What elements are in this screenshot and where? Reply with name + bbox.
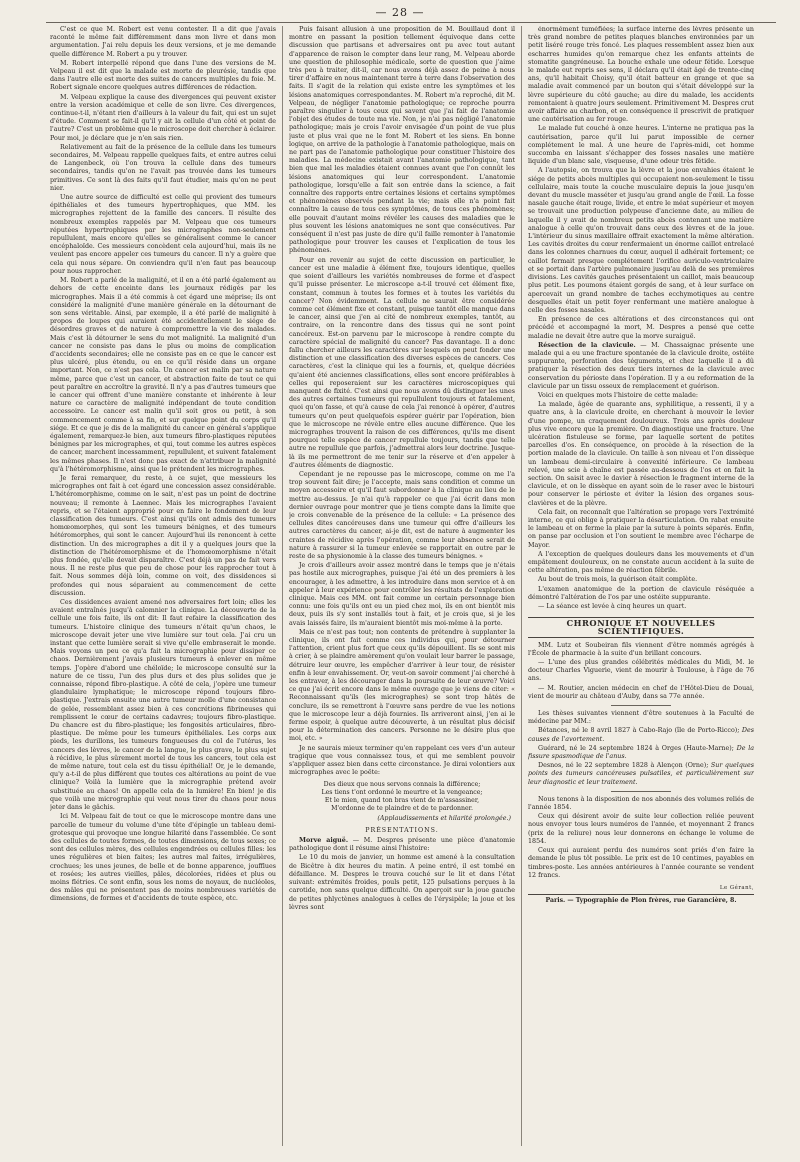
paragraph: Je crois d'ailleurs avoir assez montré dans le temps que je n'étais pas hostile aux micrographes, puisque j'ai été un des premiers à les encourager, à les admettre, à les introduire dans mon service et à en appeler à leur expérience pour contrôler les résultats de l'exploration clinique. Mais ces MM. ont fait comme un certain personnage bien connu: une fois qu'ils ont eu un pied chez moi, ils en ont bientôt mis deux, puis ils s'y sont installés tout à fait, et je crois que, si je les avais laissés faire, ils m'auraient bientôt mis moi-même à la porte. bbox=[289, 562, 515, 627]
imprint-rule bbox=[528, 894, 754, 895]
paragraph bbox=[289, 837, 515, 853]
paragraph: Les thèses suivantes viennent d'être soutenues à la Faculté de médecine par MM.: bbox=[528, 710, 754, 726]
paragraph: Une autre source de difficulté est celle qui provient des tumeurs épithéliales et des tumeurs hypertrophiques, que MM. les micrographes rejettent de la famille des cancers. Il résulte des nombreux exemples rappelés par M. Velpeau que ces tumeurs réputées hypertrophiques par les micrographes non-seulement repullulent, mais encore qu'elles se généralisent comme le cancer encéphaloïde. Ces messieurs concèdent cela aujourd'hui, mais ils ne veulent pas encore appeler ces tumeurs du cancer. Il n'y a guère que cela qui nous sépare. On conviendra qu'il n'en faut pas beaucoup pour nous rapprocher. bbox=[50, 194, 276, 275]
thesis-title: De la fissure spasmodique de l'anus. bbox=[528, 744, 754, 761]
paragraph: M. Velpeau explique la cause des divergences qui peuvent exister entre la version académique et celle de son livre. Ces divergences, continue-t-il, n'étant rien d'ailleurs à la valeur du fait, qui est un sujet d'étude. Comment se fait-il qu'il y ait la cellule d'un côté et point de l'autre? C'est un problème que le microscope doit chercher à éclairer. Pour moi, je déclare que je n'en sais rien. bbox=[50, 93, 276, 142]
verse-line: Des dieux que nous servons connais la différence; bbox=[323, 781, 481, 789]
thesis-title: Des causes de l'avortement. bbox=[528, 727, 754, 743]
imprint: Paris. — Typographie de Plon frères, rue Garancière, 8. bbox=[545, 897, 737, 905]
paragraph: M. Robert interpellé répond que dans l'une des versions de M. Velpeau il est dit que la malade est morte de pleurésie, tandis que dans l'autre elle est morte des suites de cancers multiples du foie. M. Robert signale encore quelques autres différences de rédaction. bbox=[50, 59, 276, 92]
column-left bbox=[50, 26, 276, 1146]
applause-note: (Applaudissements et hilarité prolongée.) bbox=[377, 814, 511, 822]
divider bbox=[611, 791, 671, 792]
section-rule bbox=[528, 637, 754, 638]
paragraph: Ceux qui auraient perdu des numéros sont priés d'en faire la demande le plus tôt possible. Le prix est de 10 centimes, payables en timbres-poste. Les années antérieures à l'année courante se vendent 12 francs. bbox=[528, 847, 754, 879]
paragraph: énormément tuméfiées; la surface interne des lèvres présente un très grand nombre de petites plaques blanches environnées par un petit liséré rouge très foncé. Les plaques ressemblent assez bien aux escharres humides qu'on remarque chez les enfants atteints de stomatite gangréneuse. La bouche exhale une odeur fétide. Lorsque le malade eut repris ses sens, il déclara qu'il était âgé de trente-cinq ans, qu'il habitait Choisy, qu'il était batteur en grange et que sa maladie avait commencé par un bouton qui s'était développé sur la lèvre supérieure du côté gauche; au dire du malade, les accidents remontaient à quatre jours seulement. Primitivement M. Despres crut avoir affaire au charbon, et en conséquence il prescrivit de pratiquer une cautérisation au fer rouge. bbox=[528, 26, 754, 124]
paragraph: Pour en revenir au sujet de cette discussion en particulier, le cancer est une maladie à élément fixe, toujours identique, quelles que soient d'ailleurs les variétés nombreuses de forme et d'aspect qu'il puisse présenter. Le microscope a-t-il trouvé cet élément fixe, constant, commun à toutes les formes et à toutes les variétés du cancer? Non évidemment. La cellule ne saurait être considérée comme cet élément fixe et constant, puisque tantôt elle manque dans le cancer, ainsi que j'en ai cité de nombreux exemples, tantôt, au contraire, on la rencontre dans des tissus qui ne sont point cancéreux. Est-on parvenu par le microscope à rendre compte du caractère spécial de malignité du cancer? Pas davantage. Il a donc fallu chercher ailleurs les caractères sur lesquels on peut fonder une distinction et une classification des diverses espèces de cancers. Ces caractères, c'est la clinique qui les a fournis, et, quelque décriées qu'aient été anciennes classifications, elles sont encore préférables à celles qui reposeraient sur les caractères microscopiques qui manquent de fixité. C'est ainsi que nous avons dû distinguer les unes des autres certaines tumeurs qui repullulent toujours et fatalement, quoi qu'on fasse, et qu'à cause de cela j'ai renoncé à opérer, d'autres tumeurs qu'on peut quelquefois espérer guérir par l'opération, bien que le microscope ne révèle entre elles aucune différence. Que les micrographes trouvent la raison de ces différences, qu'ils me disent pourquoi telle espèce de cancer repullule toujours, tandis que telle autre ne repullule que parfois, j'admettrai alors leur doctrine. Jusque-là ils me permettront de me tenir sur la réserve et d'en appeler à d'autres éléments de diagnostic. bbox=[289, 256, 515, 469]
paragraph: A l'exception de quelques douleurs dans les mouvements et d'un empâtement douloureux, on ne constate aucun accident à la suite de cette altération, pas même de réaction fébrile. bbox=[528, 550, 754, 575]
thesis-entry bbox=[528, 727, 754, 743]
paragraph bbox=[528, 342, 754, 391]
thesis-entry bbox=[528, 745, 754, 761]
paragraph: La malade, âgée de quarante ans, syphilitique, a ressenti, il y a quatre ans, à la clavicule droite, en cherchant à mouvoir le levier d'une pompe, un craquement douloureux. Trois ans après douleur plus vive encore que la première. On diagnostique une fracture. Une ulcération fistuleuse se forme, par laquelle sortent de petites parcelles d'os. En conséquence, on procède à la résection de la portion malade de la clavicule. On taille à son niveau et l'on dissèque un lambeau demi-circulaire à convexité inférieure. Ce lambeau relevé, une scie à chaîne est passée au-dessous de l'os et on fait la section. On saisit avec le davier à résection le fragment interne de la clavicule, et on le dissèque en ayant soin de le raser avec le bistouri pour conserver le périoste et éviter la lésion des organes sous-clavières et de la plèvre. bbox=[528, 401, 754, 507]
signature: Le Gérant, bbox=[719, 884, 754, 891]
paragraph: Je ferai remarquer, du reste, à ce sujet, que messieurs les micrographes ont fait à cet égard une concession assez considérable. L'hétéromorphisme, comme on le sait, n'est pas un point de doctrine nouveau; il remonte à Laennec. Mais les micrographes l'avaient repris, et se l'étaient approprié pour en faire le fondement de leur classification des tumeurs. C'est ainsi qu'ils ont admis des tumeurs homœomorphes, qui sont les tumeurs bénignes, et des tumeurs hétéromorphes, qui sont le cancer. Aujourd'hui ils renoncent à cette distinction. Un des micrographes a dit il y a quelques jours que la distinction de l'hétéromorphisme et de l'homœomorphisme n'était plus fondée, qu'elle devait disparaître. C'est déjà un pas de fait vers nous. Il ne reste plus que peu de chose pour les rapprocher tout à fait. Nous sommes déjà loin, comme on voit, des dissidences si profondes qui nous séparaient au commencement de cette discussion. bbox=[50, 474, 276, 597]
thesis-author: Desnos, né le 22 septembre 1828 à Alençon (Orne); bbox=[538, 762, 711, 770]
column-separator bbox=[521, 26, 522, 1146]
thesis-entry bbox=[528, 762, 754, 787]
thesis-title: Sur quelques points des tumeurs cancéreuses pulsatiles, et particulièrement sur leur diagnostic et leur traitement. bbox=[528, 762, 754, 786]
thesis-author: Bétances, né le 8 avril 1827 à Cabo-Rajo (île de Porto-Ricco); bbox=[538, 727, 742, 735]
verse-line: Et le mien, quand ton bras vient de m'assassiner, bbox=[324, 797, 480, 805]
paragraph: — L'une des plus grandes célébrités médicales du Midi, M. le docteur Charles Viguerie, vient de mourir à Toulouse, à l'âge de 76 ans. bbox=[528, 659, 754, 683]
paragraph: Le 10 du mois de janvier, un homme est amené à la consultation de Bicêtre à dix heures du matin. A peine entré, il est tombé en défaillance. M. Despres le trouva couché sur le lit et dans l'état suivant: extrémités froides, pouls petit, 125 pulsations perçues à la carotide, non sans quelque difficulté. On aperçoit sur la joue gauche de petites phlyctènes analogues à celles de l'érysipèle; la joue et les lèvres sont bbox=[289, 854, 515, 911]
paragraph: Au bout de trois mois, la guérison était complète. bbox=[538, 576, 698, 584]
paragraph: Ici M. Velpeau fait de tout ce que le microscope montre dans une parcelle de tumeur du volume d'une tête d'épingle un tableau demi-grotesque qui provoque une longue hilarité dans l'assemblée. Ce sont des cellules de toutes formes, de toutes dimensions, de tous sexes; ce sont des cellules mères, des cellules engendrées ou cellules filles: les unes régulières et bien faites; les autres mal faites, irrégulières, crochues; les unes jeunes, de belle et de bonne apparence, joufflues et rosées; les autres vieilles, pâles, décolorées, ridées et plus ou moins flétries. Ce sont enfin, sous les noms de noyaux, de nucléoles, des mâles qui ne présentent pas de moins nombreuses variétés de dimensions, de formes et d'accidents de toute espèce, etc. bbox=[50, 813, 276, 903]
paragraph: Nous tenons à la disposition de nos abonnés des volumes reliés de l'année 1854. bbox=[528, 795, 754, 812]
verse-line: Les tiens t'ont ordonné le meurtre et la vengeance; bbox=[321, 789, 483, 797]
paragraph: Mais ce n'est pas tout; non contents de prétendre à supplanter la clinique, ils ont fait comme ces individus qui, pour détourner l'attention, crient plus fort que ceux qu'ils dépouillent. Ils se sont mis à crier, à se plaindre amèrement qu'on voulait leur barrer le passage, détruire leur œuvre, les empêcher d'arriver à leur tour, de résister enfin à leur envahissement. Or, veut-on savoir comment j'ai cherché à les entraver, à les décourager dans la poursuite de leur œuvre? Voici ce que j'ai écrit encore dans le même ouvrage que je viens de citer: « Reconnaissant qu'ils (les micrographes) se sont trop hâtés de conclure, ils se remettront à l'œuvre sans perdre de vue les notions que le microscope leur a déjà fournies. Ils arriveront ainsi, j'en ai le ferme espoir, à quelque autre découverte, à un résultat plus décisif pour la détermination des cancers. Personne ne le désire plus que moi, etc. » bbox=[289, 628, 515, 743]
paragraph: Cependant je ne repousse pas le microscope, comme on me l'a trop souvent fait dire; je l'accepte, mais sans condition et comme un moyen accessoire et qu'il faut subordonner à la clinique au lieu de le mettre au-dessus. Je n'ai qu'à rappeler ce que j'ai écrit dans mon dernier ouvrage pour montrer que je tiens compte dans la limite que je crois convenable de la présence de la cellule: « La présence des cellules dites cancéreuses dans une tumeur qui offre d'ailleurs les autres caractères du cancer, ai-je dit, est de nature à augmenter les craintes de récidive après l'opération, comme leur absence serait de nature à rassurer si la tumeur enlevée se rapportait en outre par le reste de sa physionomie à la classe des tumeurs bénignes. » bbox=[289, 470, 515, 560]
paragraph: Voici en quelques mots l'histoire de cette malade: bbox=[538, 391, 698, 399]
paragraph: L'examen anatomique de la portion de clavicule réséquée a démontré l'altération de l'os par une ostéite suppurante. bbox=[528, 585, 754, 601]
paragraph: M. Robert a parlé de la malignité, et il en a été parlé également au dehors de cette enceinte dans les journaux rédigés par les micrographes. Mais il a été commis à cet égard une méprise; ils ont considéré la malignité d'une manière générale en la détournant de son sens véritable. Ainsi, par exemple, il a été parlé de malignité à propos de loupes qui auraient été accidentellement le siége de désordres graves et de nature à compromettre la vie des malades. Mais c'est là détourner le sens du mot malignité. La malignité d'un cancer ne consiste pas dans le plus ou moins de complication d'accidents secondaires; elle ne consiste pas en ce que le cancer est plus ulcéré, plus étendu, ou en ce qu'il réside dans un organe important. Non, ce n'est pas cela. Un cancer est malin par sa nature même, parce que c'est un cancer, et abstraction faite de tout ce qui peut paraître en accroître la gravité. Il n'y a pas d'autres tumeurs que le cancer qui offrent d'une manière constante et inhérente à leur nature ce caractère de malignité indépendant de toute condition accessoire. Le cancer est malin qu'il soit gros ou petit, à son commencement comme à sa fin, et sur quelque point du corps qu'il siége. Et ce que je dis de la malignité du cancer en général s'applique également, remarquez-le bien, aux tumeurs fibro-plastiques réputées bénignes par les micrographes, et qui, tout comme les autres espèces de cancer, marchent incessamment, repullulent, et suivent fatalement les mêmes phases. Il n'est donc pas exact de n'attribuer la malignité qu'à l'hétéromorphisme, ainsi que le prétendent les micrographes. bbox=[50, 277, 276, 473]
paragraph: C'est ce que M. Robert est venu contester. Il a dit que j'avais raconté le même fait différemment dans mon livre et dans mon argumentation. J'ai relu depuis les deux versions, et je me demande quelle différence M. Robert a pu y trouver. bbox=[50, 26, 276, 58]
paragraph: Ces dissidences avaient amené nos adversaires fort loin; elles les avaient entraînés jusqu'à calomnier la clinique. La découverte de la cellule une fois faite, ils ont dit: Il faut refaire la classification des tumeurs. L'histoire clinique des tumeurs n'était qu'un chaos, le microscope devait jeter une vive lumière sur tout cela. J'ai cru un instant que cette lumière serait si vive qu'elle embraserait le monde. Mais voyons un peu ce qu'a fait la micrographie pour dissiper ce chaos. Dernièrement j'avais plusieurs tumeurs à enlever en même temps. J'opère d'abord une chéloïde; le microscope consulté sur la nature de ce tissu, l'un des plus durs et des plus solides que je connaisse, répond fibro-plastique. A côté de cela, j'opère une tumeur glandulaire lymphatique; le microscope répond toujours fibro-plastique. J'extrais ensuite une autre tumeur molle d'une consistance de gelée, ressemblant assez bien à ces concrétions fibrineuses qui remplissent le cœur de certains cadavres; toujours fibro-plastique. Du chancre est du fibro-plastique; les fongosités articulaires, fibro-plastique. De même pour les tumeurs épithéliales. Les corps aux pieds, les durillons, les tumeurs fongueuses du col de l'utérus, les cancers des lèvres, le cancer de la langue, le plus grave, le plus sujet à récidive, le plus sûrement mortel de tous les cancers, tout cela est de même nature, tout cela est du tissu épithélial! Or, je le demande, qu'y a-t-il de plus différent que toutes ces altérations au point de vue clinique? Voilà la lumière que la micrographie prétend avoir substituée au chaos! On appelle cela de la lumière! En bien! je dis que voilà une micrographie qui veut nous tirer du chaos pour nous jeter dans le gâchis. bbox=[50, 599, 276, 812]
paragraph: Ceux qui désirent avoir de suite leur collection reliée peuvent nous envoyer tous leurs numéros de l'année, et moyennant 2 francs (prix de la reliure) nous leur donnerons en échange le volume de 1854. bbox=[528, 813, 754, 845]
paragraph: Je ne saurais mieux terminer qu'en rappelant ces vers d'un auteur tragique que vous connaissez tous, et qui me semblent pouvoir s'appliquer assez bien dans cette circonstance. Je dirai volontiers aux micrographes avec le poëte: bbox=[289, 744, 515, 777]
verse-quote bbox=[289, 781, 515, 812]
subheading: Résection de la clavicule. bbox=[538, 341, 636, 349]
paragraph: MM. Lutz et Soubeiran fils viennent d'être nommés agrégés à l'École de pharmacie à la suite d'un brillant concours. bbox=[528, 641, 754, 657]
header-rule bbox=[46, 22, 776, 23]
paragraph: Le malade fut couché à onze heures. L'interne ne pratiqua pas la cautérisation, parce qu'il lui parut impossible de cerner complétement le mal. A une heure de l'après-midi, cet homme succomba en laissant s'échapper des fosses nasales une matière liquide d'un blanc sale, visqueuse, d'une odeur très fétide. bbox=[528, 125, 754, 166]
section-title-chronicle: CHRONIQUE ET NOUVELLES SCIENTIFIQUES. bbox=[566, 618, 716, 637]
page-number: — 28 — bbox=[375, 6, 425, 19]
paragraph: Relativement au fait de la présence de la cellule dans les tumeurs secondaires, M. Velpeau rappelle quelques faits, et entre autres celui de Langenbeck, où l'on trouva la cellule dans des tumeurs secondaires, tandis qu'on ne l'avait pas trouvée dans les tumeurs primitives. Ce sont là des faits qu'il faut étudier, mais qu'on ne peut nier. bbox=[50, 143, 276, 192]
paragraph: Cela fait, on reconnaît que l'altération se propage vers l'extrémité interne, ce qui oblige à pratiquer la désarticulation. On rabat ensuite le lambeau et on ferme la plaie par la suture à points séparés. Enfin, on panse par occlusion et l'on soutient le membre avec l'écharpe de Mayor. bbox=[528, 508, 754, 549]
divider bbox=[611, 705, 671, 706]
section-heading-presentations: PRÉSENTATIONS. bbox=[365, 826, 439, 834]
paragraph: — M. Routier, ancien médecin en chef de l'Hôtel-Dieu de Douai, vient de mourir au château d'Auby, dans sa 77e année. bbox=[528, 684, 754, 700]
subheading: Morve aiguë. bbox=[299, 837, 349, 845]
verse-line: M'ordonne de te plaindre et de te pardonner. bbox=[331, 804, 473, 812]
thesis-author: Guérard, né le 24 septembre 1824 à Orges (Haute-Marne); bbox=[538, 744, 737, 752]
paragraph: Puis faisant allusion à une proposition de M. Bouillaud dont il montre en passant la position tellement équivoque dans cette discussion que partisans et adversaires ont pu avec tout autant d'apparence de raison le compter dans leur rang, M. Velpeau aborde une question de philosophie médicale, sorte de question que j'aime très peu à traiter, dit-il, car nous avons déjà assez de peine à nous tirer d'affaire en nous maintenant terre à terre dans l'observation des faits. Il s'agit de la relation qui existe entre les symptômes et les lésions anatomiques correspondantes. M. Robert m'a reproché, dit M. Velpeau, de négliger l'anatomie pathologique; ce reproche pourra paraître singulier à tous ceux qui savent que j'ai fait de l'anatomie l'objet des études de toute ma vie. Non, je n'ai pas négligé l'anatomie pathologique; mais je crois l'avoir envisagée d'un point de vue plus juste et plus vrai que ne le font M. Robert et les siens. En bonne logique, on arrive de la pathologie à l'anatomie pathologique, mais on ne part pas de l'anatomie pathologique pour constituer l'histoire des maladies. La médecine existait avant l'anatomie pathologique, tant bien que mal les maladies étaient connues avant que l'on connût les lésions anatomiques qui leur correspondent. L'anatomie pathologique, lorsqu'elle a fait son entrée dans la science, a fait connaître des rapports entre certaines lésions et certains symptômes et phénomènes observés pendant la vie; mais elle n'a point fait connaître la cause de tous ces symptômes, de tous ces phénomènes; elle pouvait d'autant moins révéler les causes des maladies que le plus souvent les lésions anatomiques ne sont que consécutives. Par conséquent il n'est pas juste de dire qu'il faille remonter à l'anatomie pathologique pour trouver les causes et l'explication de tous les phénomènes. bbox=[289, 26, 515, 255]
paragraph: A l'autopsie, on trouva que la lèvre et la joue envahies étaient le siége de petits abcès multiples qui occupaient non-seulement le tissu cellulaire, mais toute la couche musculaire depuis la joue jusqu'en devant du muscle masséter et jusqu'au grand angle de l'œil. La fosse nasale gauche était rouge, livide, et entre le méat supérieur et moyen se trouvait une production polypeuse d'ancienne date, au milieu de laquelle il y avait de nombreux petits abcès contenant une matière analogue à celle qu'on trouvait dans ceux des lèvres et de la joue. L'intérieur du sinus maxillaire offrait exactement la même altération. Les cavités droites du cœur renfermaient un énorme caillot entrelacé dans les colonnes charnues du cœur, auquel il adhérait fortement; ce caillot fermait presque complétement l'orifice auriculo-ventriculaire et se portait dans l'artère pulmonaire jusqu'au delà de ses premières divisions. Les cavités gauches présentaient un caillot, mais beaucoup plus petit. Les poumons étaient gorgés de sang, et à leur surface on apercevait un grand nombre de taches ecchymotiques au centre desquelles était un petit foyer renfermant une matière analogue à celle des fosses nasales. bbox=[528, 167, 754, 314]
paragraph: — La séance est levée à cinq heures un quart. bbox=[538, 603, 687, 611]
column-middle bbox=[289, 26, 515, 1146]
paragraph-text: — M. Despres présente une pièce d'anatomie pathologique dont il résume ainsi l'histoire: bbox=[289, 837, 515, 853]
column-separator bbox=[282, 26, 283, 1146]
paragraph: En présence de ces altérations et des circonstances qui ont précédé et accompagné la mort, M. Despres a pensé que cette maladie ne devait être autre que la morve suraiguë. bbox=[528, 316, 754, 340]
paragraph-text: — M. Chassaignac présente une malade qui a eu une fracture spontanée de la clavicule droite, ostéite suppurante, perforation des téguments, et chez laquelle il a dû pratiquer la résection des deux tiers internes de la clavicule avec conservation du périoste dans l'opération. Il y a eu reformation de la clavicule par un tissu osseux de remplacement et guérison. bbox=[528, 341, 754, 390]
column-right bbox=[528, 26, 754, 1146]
